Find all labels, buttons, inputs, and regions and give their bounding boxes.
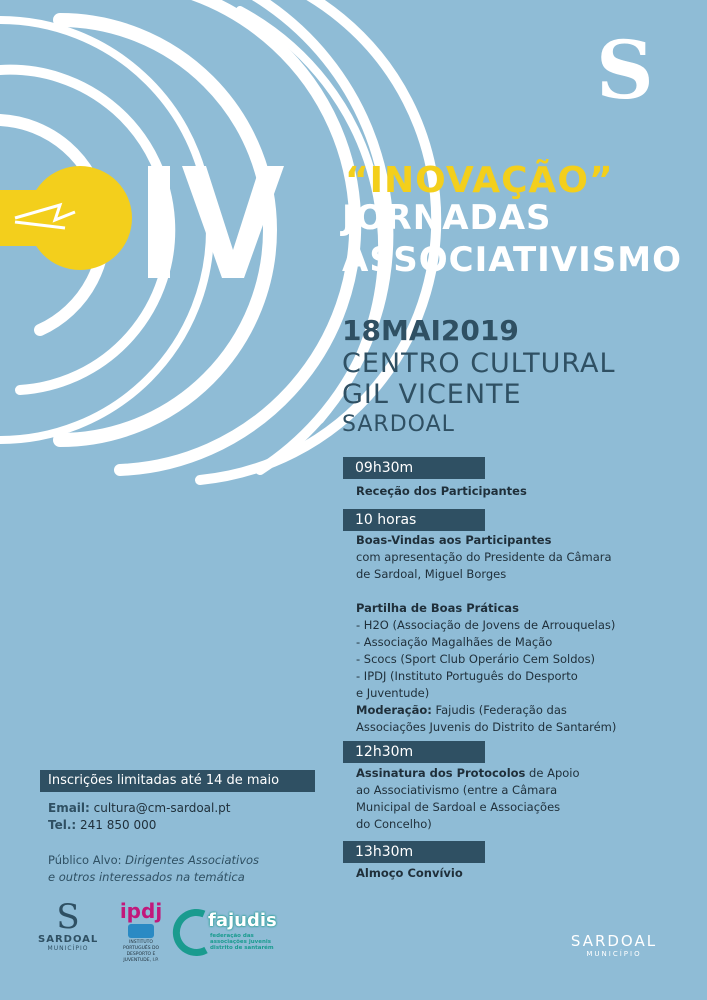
tel-label: Tel.: xyxy=(48,818,77,832)
footer-brand-name: SARDOAL xyxy=(570,932,658,950)
sardoal-logo-name: SARDOAL xyxy=(38,934,99,945)
fajudis-logo-sub: federação das associações juvenis distrito de santarém xyxy=(210,933,274,951)
tel-value: 241 850 000 xyxy=(76,818,157,832)
protocols-line2: ao Associativismo (entre a Câmara xyxy=(356,783,558,797)
block-10h xyxy=(356,532,656,736)
footer-sardoal-brand xyxy=(564,932,664,958)
audience-text-line2: e outros interessados na temática xyxy=(48,870,245,884)
schedule-time-1330: 13h30m xyxy=(343,841,485,863)
venue-line2: GIL VICENTE xyxy=(342,379,522,410)
sardoal-logo-sub: MUNICÍPIO xyxy=(47,945,89,952)
email-label: Email: xyxy=(48,801,90,815)
practice-item: - Associação Magalhães de Mação xyxy=(356,635,553,649)
welcome-line2: de Sardoal, Miguel Borges xyxy=(356,567,507,581)
fajudis-logo xyxy=(172,908,277,956)
lunch-text: Almoço Convívio xyxy=(356,866,463,880)
email-link[interactable]: cultura@cm-sardoal.pt xyxy=(89,801,231,815)
schedule-time-1230: 12h30m xyxy=(343,741,485,763)
moderation-label: Moderação: xyxy=(356,703,432,717)
fajudis-swoosh-icon xyxy=(172,908,212,956)
moderation-text: Fajudis (Federação das xyxy=(431,703,567,717)
practice-item: - H2O (Associação de Jovens de Arrouquelas) xyxy=(356,618,616,632)
audience-block xyxy=(48,852,259,886)
ipdj-logo-mark: ipdj xyxy=(119,899,163,923)
sardoal-partner-logo xyxy=(38,897,99,952)
ipdj-logo-sub: INSTITUTO PORTUGUÊS DO DESPORTO E JUVENTUDE, I.P. xyxy=(122,940,159,963)
lightbulb-icon xyxy=(0,166,132,270)
event-date: 18MAI2019 xyxy=(342,314,519,347)
practice-item: - IPDJ (Instituto Português do Desporto xyxy=(356,669,578,683)
sardoal-s-icon: S xyxy=(56,897,80,937)
schedule-time-10h: 10 horas xyxy=(343,509,485,531)
practice-item: - Scocs (Sport Club Operário Cem Soldos) xyxy=(356,652,596,666)
ipdj-figure-icon xyxy=(128,924,154,938)
practices-title: Partilha de Boas Práticas xyxy=(356,601,519,615)
audience-text: Dirigentes Associativos xyxy=(121,853,260,867)
protocols-title: Assinatura dos Protocolos xyxy=(356,766,526,780)
protocols-text: de Apoio xyxy=(525,766,580,780)
sardoal-logo-icon: S xyxy=(596,23,654,117)
event-tagline: “INOVAÇÃO” xyxy=(345,160,614,201)
schedule-time-0930: 09h30m xyxy=(343,457,485,479)
venue-line1: CENTRO CULTURAL xyxy=(342,348,616,379)
reception-text: Receção dos Participantes xyxy=(356,484,527,498)
block-1230 xyxy=(356,765,656,833)
event-title-line1: JORNADAS xyxy=(342,198,552,238)
event-title-line2: ASSOCIATIVISMO xyxy=(342,240,682,280)
audience-label: Público Alvo: xyxy=(48,853,122,867)
welcome-line1: com apresentação do Presidente da Câmara xyxy=(356,550,612,564)
protocols-line3: Municipal de Sardoal e Associações xyxy=(356,800,561,814)
practice-item-cont: e Juventude) xyxy=(356,686,430,700)
welcome-title: Boas-Vindas aos Participantes xyxy=(356,533,552,547)
fajudis-logo-name: fajudis xyxy=(208,910,277,931)
footer-brand-sub: MUNICÍPIO xyxy=(586,950,642,958)
protocols-line4: do Concelho) xyxy=(356,817,432,831)
moderation-text-line2: Associações Juvenis do Distrito de Santarém) xyxy=(356,720,617,734)
event-town: SARDOAL xyxy=(342,412,455,437)
ipdj-logo xyxy=(118,900,164,964)
contact-block xyxy=(48,800,231,834)
registration-banner: Inscrições limitadas até 14 de maio xyxy=(40,770,315,792)
